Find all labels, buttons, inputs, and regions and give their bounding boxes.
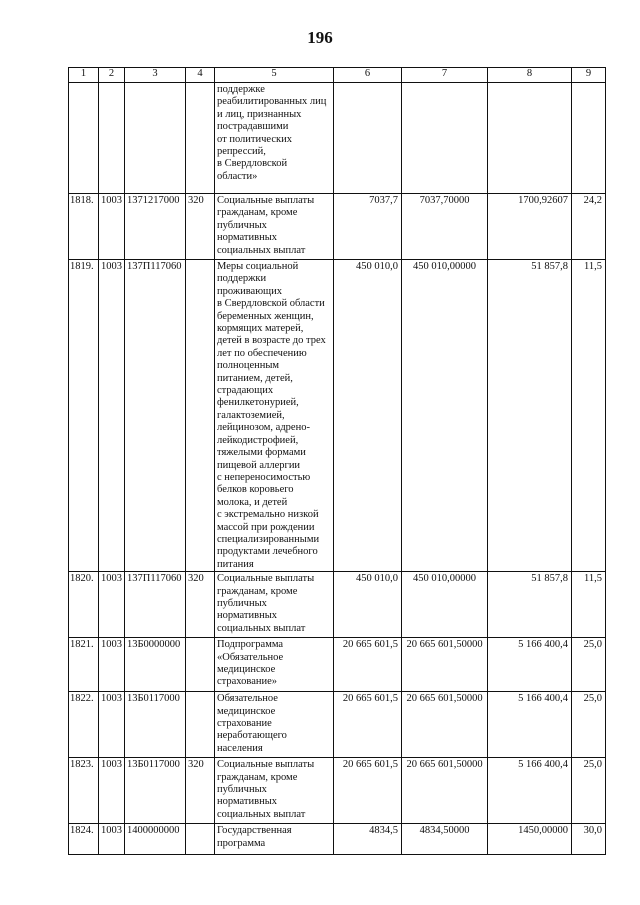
table-row xyxy=(69,638,606,692)
item-name: Социальные выплаты гражданам, кроме публичных нормативных социальных выплат xyxy=(215,758,334,824)
target-code: 137П117060 xyxy=(125,572,186,638)
row-number: 1821. xyxy=(69,638,99,692)
header-col-5: 5 xyxy=(215,68,334,83)
planned-amount: 20 665 601,5 xyxy=(334,638,402,692)
target-code: 13Б0117000 xyxy=(125,758,186,824)
target-code xyxy=(125,83,186,194)
planned-amount: 450 010,0 xyxy=(334,572,402,638)
approved-amount: 450 010,00000 xyxy=(402,260,488,572)
table-row xyxy=(69,260,606,572)
table-row xyxy=(69,194,606,260)
section-code: 1003 xyxy=(99,260,125,572)
row-number: 1823. xyxy=(69,758,99,824)
header-col-6: 6 xyxy=(334,68,402,83)
item-name: Меры социальной поддержки проживающих в Свердловской области беременных женщин, кормящих матерей, детей в возрасте до трех лет по обеспечению полноценным питанием, детей, страдающих фенилкетонурией, галактоземией, лейцинозом, адрено- лейкодистрофией, тяжелыми формами пищевой аллергии с непереносимостью белков коровьего молока, и детей с экстремально низкой массой при рождении специализированными продуктами лечебного питания xyxy=(215,260,334,572)
executed-amount: 1450,00000 xyxy=(488,824,572,855)
approved-amount: 450 010,00000 xyxy=(402,572,488,638)
executed-amount xyxy=(488,83,572,194)
expense-type-code xyxy=(186,83,215,194)
expense-type-code xyxy=(186,824,215,855)
execution-percent: 24,2 xyxy=(572,194,606,260)
table-row xyxy=(69,572,606,638)
table-row xyxy=(69,758,606,824)
table-row xyxy=(69,824,606,855)
header-row xyxy=(69,68,606,83)
approved-amount: 7037,70000 xyxy=(402,194,488,260)
section-code xyxy=(99,83,125,194)
expense-type-code xyxy=(186,638,215,692)
planned-amount: 7037,7 xyxy=(334,194,402,260)
planned-amount xyxy=(334,83,402,194)
item-name: Государственная программа xyxy=(215,824,334,855)
row-number: 1819. xyxy=(69,260,99,572)
planned-amount: 450 010,0 xyxy=(334,260,402,572)
section-code: 1003 xyxy=(99,194,125,260)
item-name: Обязательное медицинское страхование неработающего населения xyxy=(215,692,334,758)
expense-type-code: 320 xyxy=(186,194,215,260)
approved-amount: 4834,50000 xyxy=(402,824,488,855)
execution-percent: 11,5 xyxy=(572,572,606,638)
approved-amount: 20 665 601,50000 xyxy=(402,638,488,692)
section-code: 1003 xyxy=(99,692,125,758)
table-row xyxy=(69,692,606,758)
row-number: 1818. xyxy=(69,194,99,260)
execution-percent xyxy=(572,83,606,194)
approved-amount xyxy=(402,83,488,194)
header-col-9: 9 xyxy=(572,68,606,83)
target-code: 1400000000 xyxy=(125,824,186,855)
section-code: 1003 xyxy=(99,572,125,638)
table-row xyxy=(69,83,606,194)
planned-amount: 20 665 601,5 xyxy=(334,692,402,758)
executed-amount: 5 166 400,4 xyxy=(488,692,572,758)
page-number: 196 xyxy=(307,28,333,47)
item-name: Социальные выплаты гражданам, кроме публичных нормативных социальных выплат xyxy=(215,572,334,638)
execution-percent: 25,0 xyxy=(572,758,606,824)
executed-amount: 51 857,8 xyxy=(488,572,572,638)
item-name: Социальные выплаты гражданам, кроме публичных нормативных социальных выплат xyxy=(215,194,334,260)
header-col-3: 3 xyxy=(125,68,186,83)
section-code: 1003 xyxy=(99,758,125,824)
header-col-7: 7 xyxy=(402,68,488,83)
budget-table xyxy=(68,67,606,855)
expense-type-code xyxy=(186,260,215,572)
row-number: 1824. xyxy=(69,824,99,855)
planned-amount: 4834,5 xyxy=(334,824,402,855)
expense-type-code xyxy=(186,692,215,758)
target-code: 13Б0000000 xyxy=(125,638,186,692)
planned-amount: 20 665 601,5 xyxy=(334,758,402,824)
item-name: поддержке реабилитированных лиц и лиц, признанных пострадавшими от политических репрессий, в Свердловской области» xyxy=(215,83,334,194)
approved-amount: 20 665 601,50000 xyxy=(402,758,488,824)
row-number: 1822. xyxy=(69,692,99,758)
expense-type-code: 320 xyxy=(186,758,215,824)
execution-percent: 25,0 xyxy=(572,692,606,758)
executed-amount: 5 166 400,4 xyxy=(488,758,572,824)
target-code: 137П117060 xyxy=(125,260,186,572)
target-code: 13Б0117000 xyxy=(125,692,186,758)
execution-percent: 11,5 xyxy=(572,260,606,572)
approved-amount: 20 665 601,50000 xyxy=(402,692,488,758)
row-number xyxy=(69,83,99,194)
row-number: 1820. xyxy=(69,572,99,638)
item-name: Подпрограмма «Обязательное медицинское страхование» xyxy=(215,638,334,692)
execution-percent: 30,0 xyxy=(572,824,606,855)
target-code: 1371217000 xyxy=(125,194,186,260)
header-col-8: 8 xyxy=(488,68,572,83)
executed-amount: 5 166 400,4 xyxy=(488,638,572,692)
executed-amount: 51 857,8 xyxy=(488,260,572,572)
execution-percent: 25,0 xyxy=(572,638,606,692)
section-code: 1003 xyxy=(99,824,125,855)
header-col-2: 2 xyxy=(99,68,125,83)
header-col-4: 4 xyxy=(186,68,215,83)
executed-amount: 1700,92607 xyxy=(488,194,572,260)
header-col-1: 1 xyxy=(69,68,99,83)
expense-type-code: 320 xyxy=(186,572,215,638)
section-code: 1003 xyxy=(99,638,125,692)
